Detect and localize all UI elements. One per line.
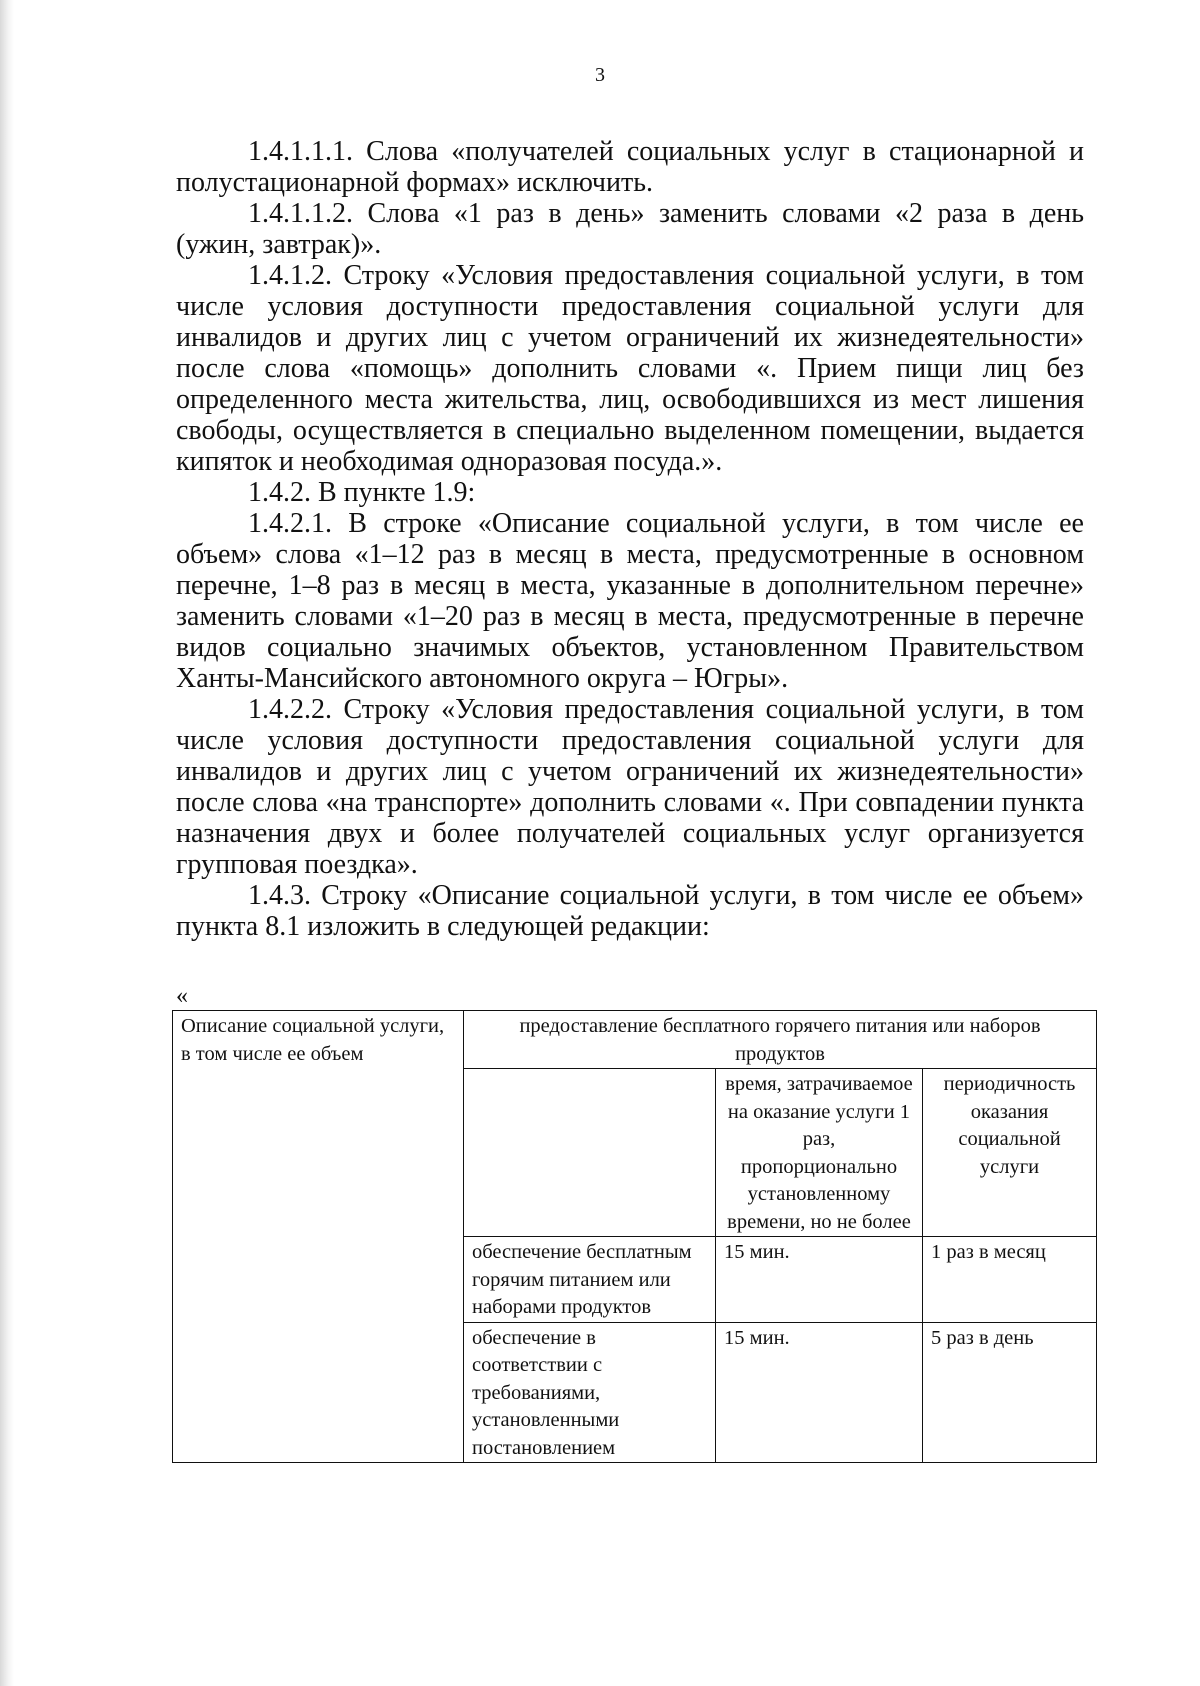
time-cell: 15 мин. [716, 1237, 923, 1323]
header-frequency-cell: периодичность оказания социальной услуги [923, 1069, 1097, 1237]
paragraph-1-4-1-2: 1.4.1.2. Строку «Условия предоставления социальной услуги, в том числе условия доступности предоставления социальной услуги для инвалидов и других лиц с учетом ограничений их жизнедеятельности» после слова «помощь» дополнить словами «. Прием пищи лиц без определенного места жительства, лиц, освободившихся из мест лишения свободы, осуществляется в специально выделенном помещении, выдается кипяток и необходимая одноразовая посуда.». [176, 260, 1084, 477]
header-time-cell: время, затрачиваемое на оказание услуги 1 раз, пропорционально установленному времени, но не более [716, 1069, 923, 1237]
paragraph-1-4-1-1-2: 1.4.1.1.2. Слова «1 раз в день» заменить словами «2 раза в день (ужин, завтрак)». [176, 198, 1084, 260]
opening-quote-mark: « [176, 983, 188, 1009]
scan-edge [0, 0, 14, 1686]
service-description-table [172, 1010, 1097, 1463]
paragraph-1-4-2-1: 1.4.2.1. В строке «Описание социальной услуги, в том числе ее объем» слова «1–12 раз в месяц в места, предусмотренные в основном перечне, 1–8 раз в месяц в места, указанные в дополнительном перечне» заменить словами «1–20 раз в месяц в места, предусмотренные в перечне видов социально значимых объектов, установленном Правительством Ханты-Мансийского автономного округа – Югры». [176, 508, 1084, 694]
service-cell: обеспечение в соответствии с требованиями, установленными постановлением [464, 1322, 716, 1463]
header-main-cell: предоставление бесплатного горячего питания или наборов продуктов [464, 1011, 1097, 1069]
document-body [176, 136, 1084, 942]
paragraph-1-4-3: 1.4.3. Строку «Описание социальной услуги, в том числе ее объем» пункта 8.1 изложить в следующей редакции: [176, 880, 1084, 942]
paragraph-1-4-1-1-1: 1.4.1.1.1. Слова «получателей социальных услуг в стационарной и полустационарной формах» исключить. [176, 136, 1084, 198]
header-service-cell [464, 1069, 716, 1237]
paragraph-1-4-2-2: 1.4.2.2. Строку «Условия предоставления социальной услуги, в том числе условия доступности предоставления социальной услуги для инвалидов и других лиц с учетом ограничений их жизнедеятельности» после слова «на транспорте» дополнить словами «. При совпадении пункта назначения двух и более получателей социальных услуг организуется групповая поездка». [176, 694, 1084, 880]
frequency-cell: 1 раз в месяц [923, 1237, 1097, 1323]
frequency-cell: 5 раз в день [923, 1322, 1097, 1463]
table-header-row [173, 1011, 1097, 1069]
page-number: 3 [595, 64, 605, 86]
service-cell: обеспечение бесплатным горячим питанием или наборами продуктов [464, 1237, 716, 1323]
time-cell: 15 мин. [716, 1322, 923, 1463]
paragraph-1-4-2: 1.4.2. В пункте 1.9: [248, 477, 476, 508]
row-label-cell: Описание социальной услуги, в том числе ее объем [173, 1011, 464, 1463]
